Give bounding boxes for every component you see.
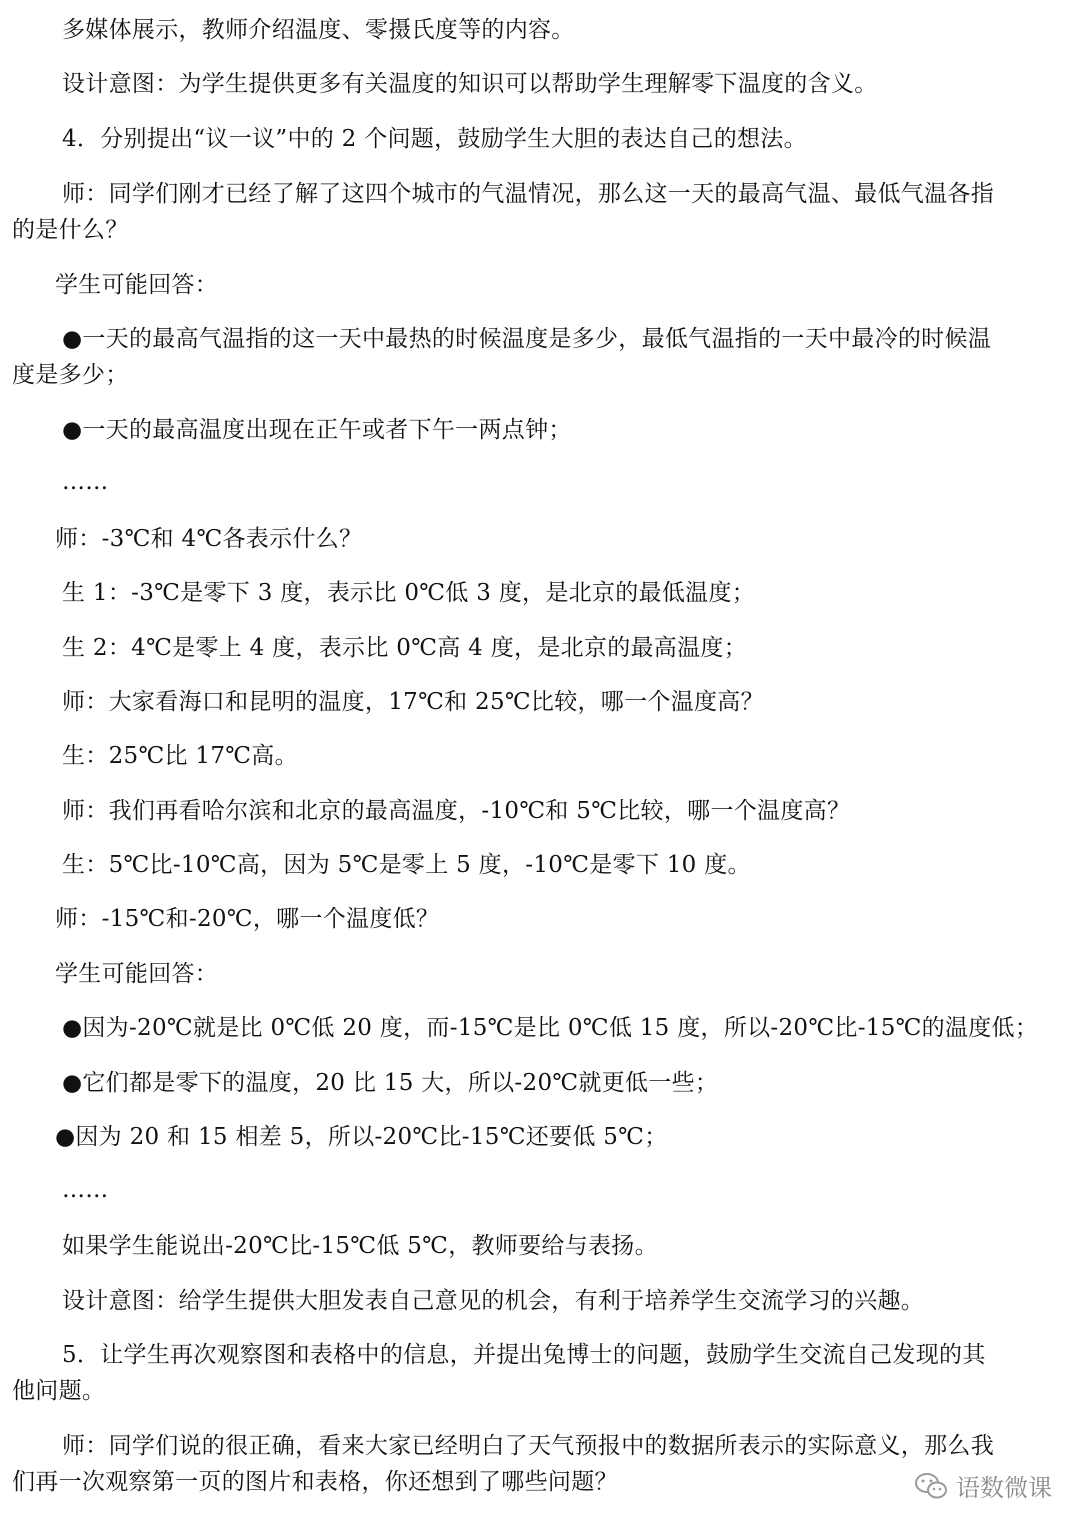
bullet-line: ●它们都是零下的温度，20 比 15 大，所以-20℃就更低一些； xyxy=(62,1070,719,1096)
wechat-icon xyxy=(914,1472,948,1500)
paragraph-line: 生 2：4℃是零上 4 度，表示比 0℃高 4 度，是北京的最高温度； xyxy=(62,635,747,661)
watermark xyxy=(914,1468,1052,1503)
paragraph-line: 设计意图：给学生提供大胆发表自己意见的机会，有利于培养学生交流学习的兴趣。 xyxy=(62,1288,925,1314)
paragraph-line: 设计意图：为学生提供更多有关温度的知识可以帮助学生理解零下温度的含义。 xyxy=(62,71,878,97)
ellipsis-line: …… xyxy=(62,1177,109,1203)
paragraph-line: 师：同学们刚才已经了解了这四个城市的气温情况，那么这一天的最高气温、最低气温各指 xyxy=(62,181,994,207)
paragraph-line: 师：-15℃和-20℃，哪一个温度低？ xyxy=(55,906,440,932)
paragraph-line: 如果学生能说出-20℃比-15℃低 5℃，教师要给与表扬。 xyxy=(62,1233,658,1259)
paragraph-line: 生：25℃比 17℃高。 xyxy=(62,743,298,769)
paragraph-line: 5．让学生再次观察图和表格中的信息，并提出兔博士的问题，鼓励学生交流自己发现的其 xyxy=(62,1342,986,1368)
paragraph-line: 4．分别提出“议一议”中的 2 个问题，鼓励学生大胆的表达自己的想法。 xyxy=(62,126,807,152)
paragraph-line: 师：我们再看哈尔滨和北京的最高温度，-10℃和 5℃比较，哪一个温度高？ xyxy=(62,798,851,824)
paragraph-line: 学生可能回答： xyxy=(55,272,219,298)
paragraph-line: 师：大家看海口和昆明的温度，17℃和 25℃比较，哪一个温度高？ xyxy=(62,689,764,715)
watermark-text: 语数微课 xyxy=(956,1474,1052,1502)
bullet-line: ●一天的最高温度出现在正午或者下午一两点钟； xyxy=(62,417,572,443)
paragraph-line: 生：5℃比-10℃高，因为 5℃是零上 5 度，-10℃是零下 10 度。 xyxy=(62,852,751,878)
paragraph-line: 多媒体展示，教师介绍温度、零摄氏度等的内容。 xyxy=(62,17,575,43)
paragraph-line: 生 1：-3℃是零下 3 度，表示比 0℃低 3 度，是北京的最低温度； xyxy=(62,580,756,606)
bullet-line: ●一天的最高气温指的这一天中最热的时候温度是多少，最低气温指的一天中最冷的时候温 xyxy=(62,326,992,352)
paragraph-line: 他问题。 xyxy=(12,1378,106,1404)
paragraph-line: 的是什么？ xyxy=(12,217,129,243)
bullet-line: ●因为 20 和 15 相差 5，所以-20℃比-15℃还要低 5℃； xyxy=(55,1124,668,1150)
bullet-line: ●因为-20℃就是比 0℃低 20 度，而-15℃是比 0℃低 15 度，所以-20℃比-15℃的温度低； xyxy=(62,1015,1039,1041)
paragraph-line: 度是多少； xyxy=(12,362,129,388)
paragraph-line: 们再一次观察第一页的图片和表格，你还想到了哪些问题？ xyxy=(12,1469,618,1495)
paragraph-line: 师：-3℃和 4℃各表示什么？ xyxy=(55,526,363,552)
paragraph-line: 学生可能回答： xyxy=(55,961,219,987)
ellipsis-line: …… xyxy=(62,469,109,495)
paragraph-line: 师：同学们说的很正确，看来大家已经明白了天气预报中的数据所表示的实际意义，那么我 xyxy=(62,1433,994,1459)
